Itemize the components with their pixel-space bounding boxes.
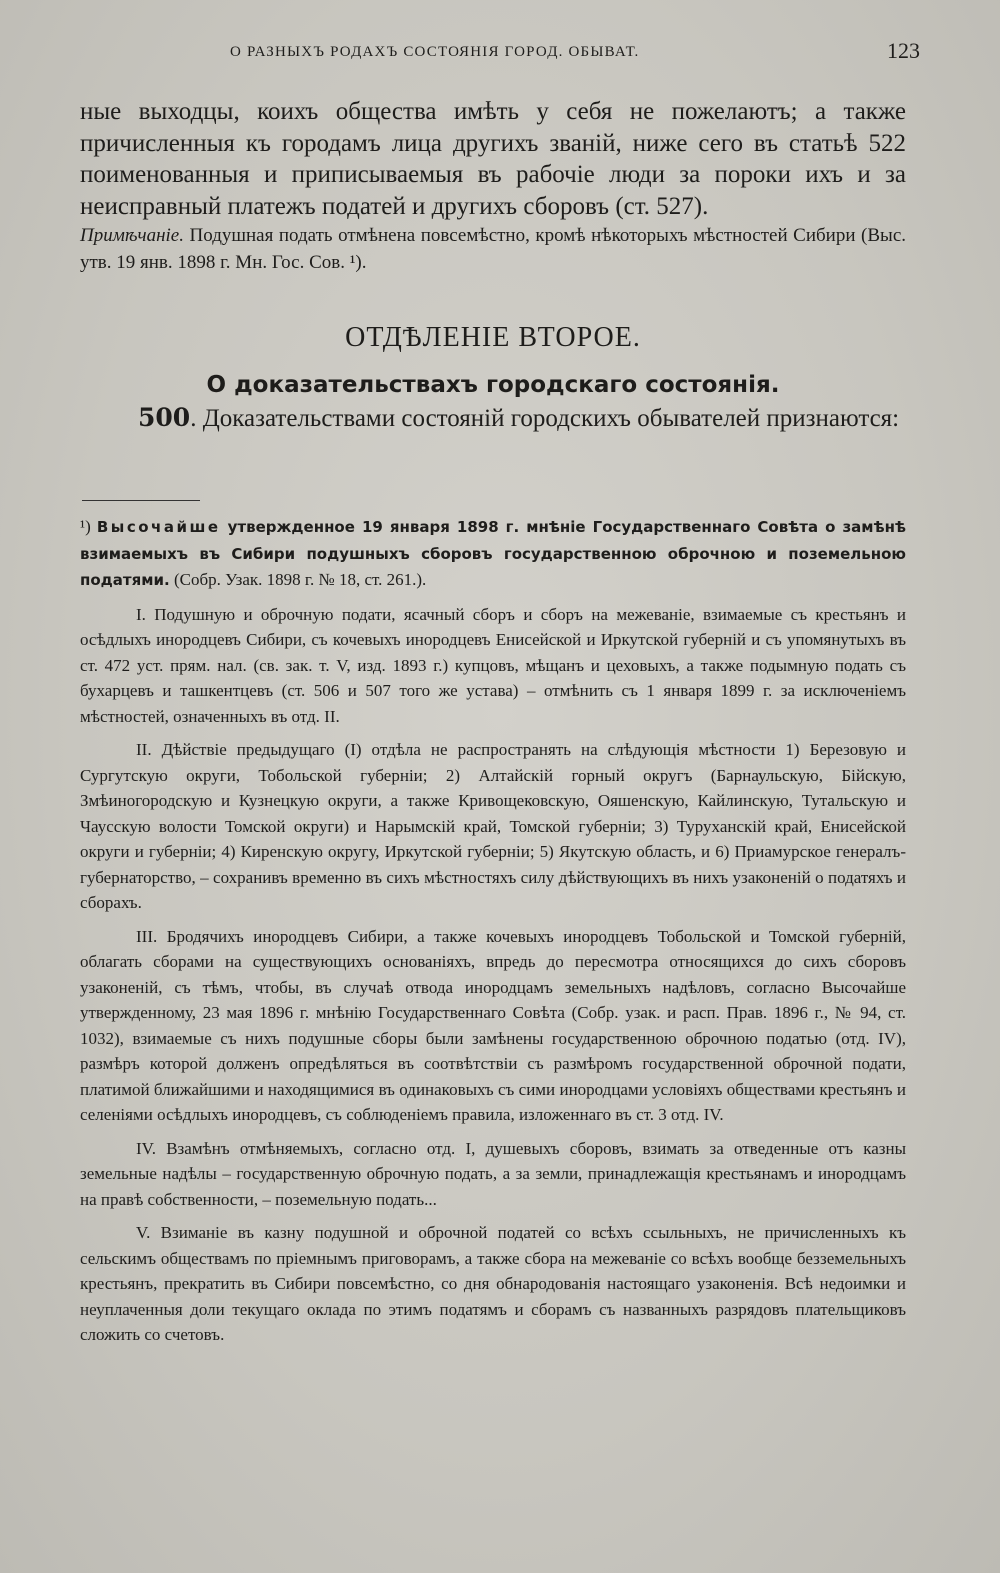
footnote-paragraph-4: IV. Взамѣнъ отмѣняемыхъ, согласно отд. I, душевыхъ сборовъ, взимать за отведенные отъ казны земельные надѣлы – государственную оброчную подать, а за земли, принадлежащія крестьянамъ и инородцамъ на правѣ собственности, – поземельную подать... [80,1138,906,1209]
note-text: Подушная подать отмѣнена повсемѣстно, кромѣ нѣкоторыхъ мѣстностей Сибири (Выс. утв. 19 янв. 1898 г. Мн. Гос. Сов. ¹). [80,225,906,273]
footnote-paragraph-3: III. Бродячихъ инородцевъ Сибири, а также кочевыхъ инородцевъ Тобольской и Томской губерній, облагать сборами на существующихъ основаніяхъ, впредь до пересмотра относящихся до сихъ сборовъ узаконеній, съ тѣмъ, чтобы, въ случаѣ отвода инородцамъ земельныхъ надѣловъ, согласно Высочайше утвержденному, 23 мая 1896 г. мнѣнію Государственнаго Совѣта (Собр. узак. и расп. Прав. 1896 г., № 94, ст. 1032), взимаемые съ нихъ подушные сборы были замѣнены государственною оброчною податью (отд. IV), размѣръ которой долженъ опредѣляться въ соотвѣтствіи съ размѣромъ государственной оброчной подати, платимой ближайшими и находящимися въ одинаковыхъ съ сими инородцами условіяхъ обществами крестьянъ и селеніями осѣдлыхъ инородцевъ, съ соблюденіемъ правила, изложеннаго въ ст. 3 отд. IV. [80,926,906,1124]
main-text [80,96,906,435]
footnote-paragraph-2: II. Дѣйствіе предыдущаго (I) отдѣла не распространять на слѣдующія мѣстности 1) Березовую и Сургутскую округи, Тобольской губерніи; 2) Алтайскій горный округъ (Барнаульскую, Бійскую, Змѣиногородскую и Кузнецкую округи, а также Кривощековскую, Ояшенскую, Кайлинскую, Тутальскую и Чаусскую волости Томской округи) и Нарымскій край, Томской губерніи; 3) Туруханскій край, Енисейской округи и губерніи; 4) Киренскую округу, Иркутской губерніи; 5) Якутскую область, и 6) Приамурское генералъ-губернаторство, – сохранивъ временно въ сихъ мѣстностяхъ силу дѣйствующихъ въ нихъ узаконеній о податяхъ и сборахъ. [80,740,906,912]
article-500 [80,402,906,435]
note-lead: Примѣчаніе. [80,225,184,246]
article-text: . Доказательствами состояній городскихъ обывателей признаются: [190,405,900,432]
section-title: ОТДѢЛЕНІЕ ВТОРОЕ. [345,322,641,353]
footnote-head-spaced: Высочайше [96,518,221,536]
footnote-head-source: (Собр. Узак. 1898 г. № 18, ст. 261.). [169,570,427,589]
footnote-marker: ¹) [80,517,91,536]
article-number: 500 [138,403,191,432]
footnote-paragraph-1: I. Подушную и оброчную подати, ясачный сборъ и сборъ на межеваніе, взимаемые съ крестьянъ и осѣдлыхъ инородцевъ Сибири, съ кочевыхъ инородцевъ Енисейской и Иркутской губерній и съ упомянутыхъ въ ст. 472 уст. прям. нал. (св. зак. т. V, изд. 1893 г.) купцовъ, мѣщанъ и цеховыхъ, а также подымную подать съ бухарцевъ и ташкентцевъ (ст. 506 и 507 того же устава) – отмѣнить съ 1 января 1899 г. за исключеніемъ мѣстностей, означенныхъ въ отд. II. [80,604,906,726]
running-head: О РАЗНЫХЪ РОДАХЪ СОСТОЯНІЯ ГОРОД. ОБЫВАТ. [230,44,640,60]
page-header [80,38,920,68]
page-number: 123 [887,38,920,63]
footnote-heading [80,514,906,594]
footnote-paragraph-5: V. Взиманіе въ казну подушной и оброчной податей со всѣхъ ссыльныхъ, не причисленныхъ къ сельскимъ обществамъ по пріемнымъ приговорамъ, а также сбора на межеваніе со всѣхъ вообще безземельныхъ крестьянъ, прекратить въ Сибири повсемѣстно, со дня обнародованія настоящаго узаконенія. Всѣ недоимки и неуплаченныя доли текущаго оклада по этимъ податямъ и сборамъ съ названныхъ разрядовъ плательщиковъ сложить со счетовъ. [80,1223,906,1344]
subsection-title: О доказательствахъ городскаго состоянія. [206,372,780,398]
note [80,222,906,276]
footnote-head-bold: утвержденное 19 января 1898 г. мнѣніе Государственнаго Совѣта о замѣнѣ взимаемыхъ въ Сибири подушныхъ сборовъ государственною оброчною и поземельною податями. [80,518,907,589]
footnote-rule [82,500,200,501]
continued-paragraph: ные выходцы, коихъ общества имѣть у себя не пожелаютъ; а также причисленныя къ городамъ лица другихъ званій, ниже сего въ статьѣ 522 поименованныя и приписываемыя въ рабочіе люди за пороки ихъ и за неисправный платежъ податей и другихъ сборовъ (ст. 527). [80,98,906,220]
footnote [80,514,906,1348]
